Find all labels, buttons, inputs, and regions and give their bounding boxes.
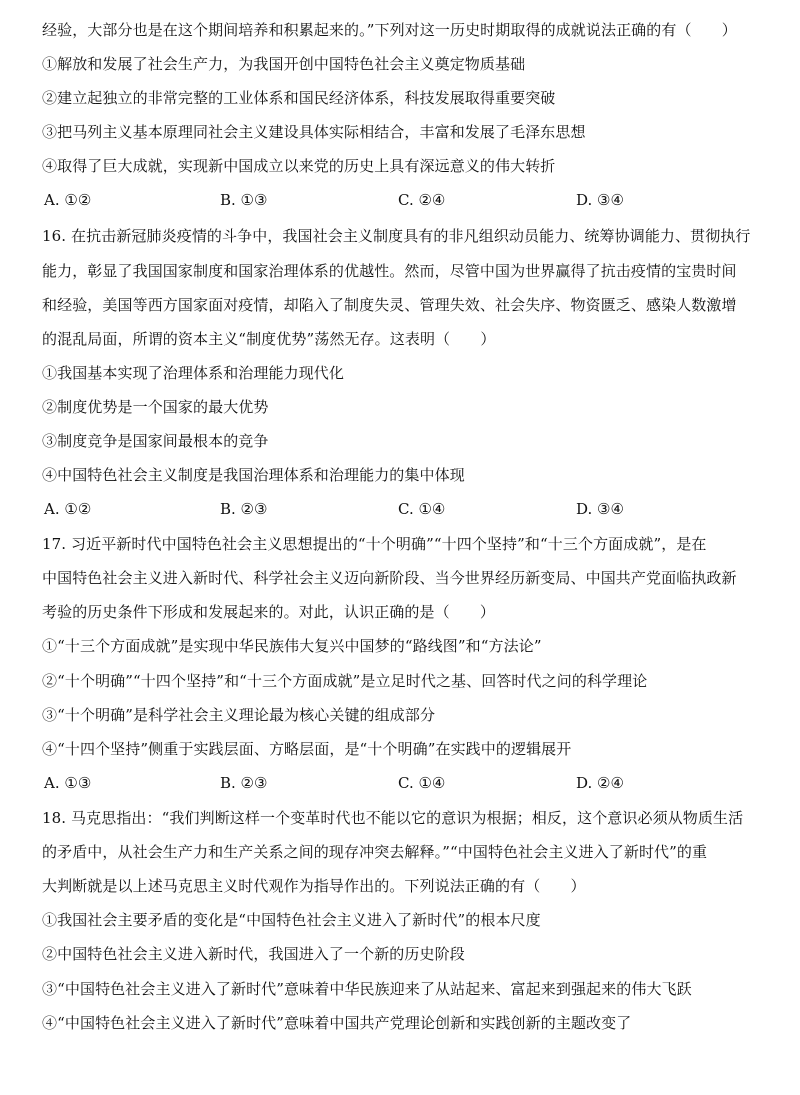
- option-b: B. ②③: [220, 774, 268, 792]
- option-b: B. ①③: [220, 191, 268, 209]
- option-b: B. ②③: [220, 500, 268, 518]
- option-c: C. ②④: [398, 191, 446, 209]
- question-16-stem-line-3: 和经验，美国等西方国家面对疫情，却陷入了制度失灵、管理失效、社会失序、物资匮乏、感染人数激增: [42, 296, 737, 314]
- question-17-item-2: ②“十个明确”“十四个坚持”和“十三个方面成就”是立足时代之基、回答时代之问的科学理论: [42, 672, 648, 690]
- question-15-item-3: ③把马列主义基本原理同社会主义建设具体实际相结合，丰富和发展了毛泽东思想: [42, 123, 586, 141]
- question-16-stem-line-1: 16. 在抗击新冠肺炎疫情的斗争中，我国社会主义制度具有的非凡组织动员能力、统筹协调能力、贯彻执行: [42, 227, 751, 245]
- question-18-item-4: ④“中国特色社会主义进入了新时代”意味着中国共产党理论创新和实践创新的主题改变了: [42, 1014, 632, 1032]
- option-d: D. ③④: [576, 500, 624, 518]
- question-17-item-1: ①“十三个方面成就”是实现中华民族伟大复兴中国梦的“路线图”和“方法论”: [42, 637, 542, 655]
- question-17-stem-line-2: 中国特色社会主义进入新时代、科学社会主义迈向新阶段、当今世界经历新变局、中国共产党面临执政新: [42, 569, 737, 587]
- question-18-item-2: ②中国特色社会主义进入新时代，我国进入了一个新的历史阶段: [42, 945, 465, 963]
- question-18-item-3: ③“中国特色社会主义进入了新时代”意味着中华民族迎来了从站起来、富起来到强起来的伟大飞跃: [42, 980, 692, 998]
- option-d: D. ③④: [576, 191, 624, 209]
- option-d: D. ②④: [576, 774, 624, 792]
- option-a: A. ①③: [44, 774, 92, 792]
- question-16-item-4: ④中国特色社会主义制度是我国治理体系和治理能力的集中体现: [42, 466, 465, 484]
- option-c: C. ①④: [398, 500, 446, 518]
- question-18-item-1: ①我国社会主要矛盾的变化是“中国特色社会主义进入了新时代”的根本尺度: [42, 911, 541, 929]
- question-15-stem-tail: 经验，大部分也是在这个期间培养和积累起来的。”下列对这一历史时期取得的成就说法正确的有（ ）: [42, 21, 737, 39]
- question-15-item-1: ①解放和发展了社会生产力，为我国开创中国特色社会主义奠定物质基础: [42, 55, 526, 73]
- question-17-item-4: ④“十四个坚持”侧重于实践层面、方略层面，是“十个明确”在实践中的逻辑展开: [42, 740, 572, 758]
- question-15-item-2: ②建立起独立的非常完整的工业体系和国民经济体系，科技发展取得重要突破: [42, 89, 556, 107]
- question-17-stem-line-1: 17. 习近平新时代中国特色社会主义思想提出的“十个明确”“十四个坚持”和“十三个方面成就”，是在: [42, 535, 707, 553]
- question-17-stem-line-3: 考验的历史条件下形成和发展起来的。对此，认识正确的是（ ）: [42, 603, 496, 621]
- question-16-item-2: ②制度优势是一个国家的最大优势: [42, 398, 269, 416]
- question-18-stem-line-3: 大判断就是以上述马克思主义时代观作为指导作出的。下列说法正确的有（ ）: [42, 877, 586, 895]
- question-16-item-1: ①我国基本实现了治理体系和治理能力现代化: [42, 364, 345, 382]
- option-c: C. ①④: [398, 774, 446, 792]
- question-16-stem-line-2: 能力，彰显了我国国家制度和国家治理体系的优越性。然而，尽管中国为世界赢得了抗击疫情的宝贵时间: [42, 262, 737, 280]
- question-17-item-3: ③“十个明确”是科学社会主义理论最为核心关键的组成部分: [42, 706, 436, 724]
- question-16-item-3: ③制度竞争是国家间最根本的竞争: [42, 432, 269, 450]
- question-15-item-4: ④取得了巨大成就，实现新中国成立以来党的历史上具有深远意义的伟大转折: [42, 157, 556, 175]
- question-16-stem-line-4: 的混乱局面，所谓的资本主义“制度优势”荡然无存。这表明（ ）: [42, 330, 496, 348]
- option-a: A. ①②: [44, 500, 92, 518]
- option-a: A. ①②: [44, 191, 92, 209]
- question-18-stem-line-1: 18. 马克思指出：“我们判断这样一个变革时代也不能以它的意识为根据；相反，这个意识必须从物质生活: [42, 809, 744, 827]
- question-18-stem-line-2: 的矛盾中，从社会生产力和生产关系之间的现存冲突去解释。”“中国特色社会主义进入了新时代”的重: [42, 843, 708, 861]
